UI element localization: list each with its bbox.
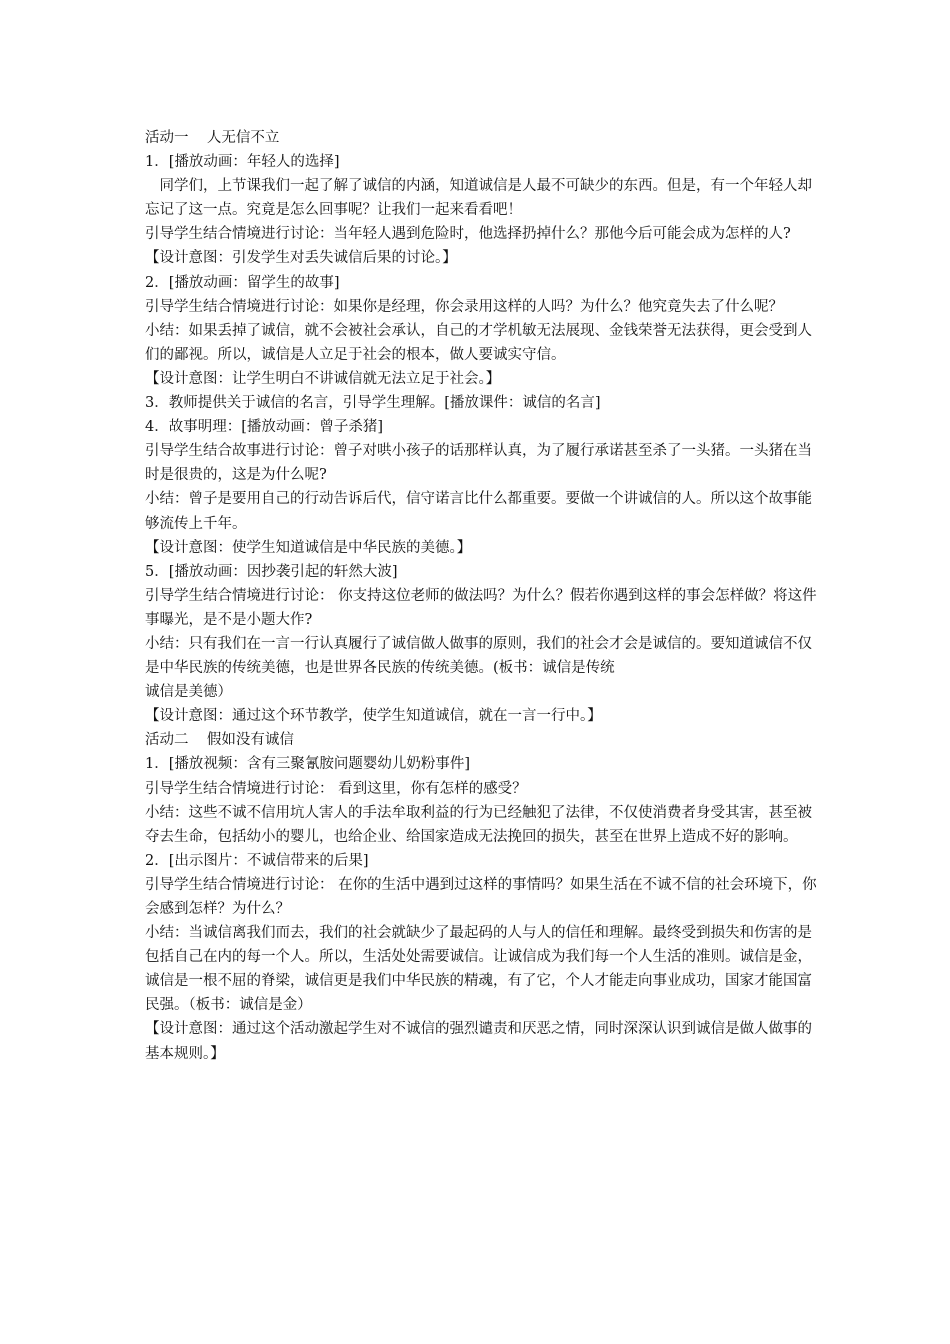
text-paragraph: 小结：只有我们在一言一行认真履行了诚信做人做事的原则，我们的社会才会是诚信的。要知道诚信不仅是中华民族的传统美德，也是世界各民族的传统美德。(板书：诚信是传统	[145, 635, 812, 677]
text-paragraph: 引导学生结合情境进行讨论： 看到这里，你有怎样的感受？	[145, 780, 527, 797]
text-paragraph: 1．[播放动画：年轻人的选择]	[145, 154, 340, 171]
text-paragraph: 5．[播放动画：因抄袭引起的轩然大波]	[145, 563, 398, 580]
text-paragraph: 小结：当诚信离我们而去，我们的社会就缺少了最起码的人与人的信任和理解。最终受到损失和伤害的是包括自己在内的每一个人。所以，生活处处需要诚信。让诚信成为我们每一个人生活的准则。诚信是金，诚信是一根不屈的脊梁，诚信更是我们中华民族的精魂，有了它，个人才能走向事业成功，国家才能国富民强。（板书：诚信是金）	[145, 925, 812, 1014]
text-paragraph: 引导学生结合情境进行讨论：当年轻人遇到危险时，他选择扔掉什么？那他今后可能会成为怎样的人?	[145, 226, 791, 243]
text-paragraph: 小结：曾子是要用自己的行动告诉后代，信守诺言比什么都重要。要做一个讲诚信的人。所以这个故事能够流传上千年。	[145, 491, 812, 532]
text-paragraph: 活动一 人无信不立	[145, 130, 280, 146]
text-paragraph: 引导学生结合情境进行讨论： 你支持这位老师的做法吗？为什么？假若你遇到这样的事会怎样做？将这件事曝光，是不是小题大作?	[145, 587, 817, 628]
text-paragraph: 同学们，上节课我们一起了解了诚信的内涵，知道诚信是人最不可缺少的东西。但是，有一个年轻人却忘记了这一点。究竟是怎么回事呢？让我们一起来看看吧！	[145, 178, 812, 219]
text-paragraph: 引导学生结合情境进行讨论：如果你是经理，你会录用这样的人吗？为什么？他究竟失去了什么呢？	[145, 298, 783, 315]
text-paragraph: 2．[出示图片：不诚信带来的后果]	[145, 852, 369, 869]
text-paragraph: 引导学生结合故事进行讨论：曾子对哄小孩子的话那样认真，为了履行承诺甚至杀了一头猪。一头猪在当时是很贵的，这是为什么呢?	[145, 443, 812, 484]
document-body	[145, 126, 817, 1066]
text-paragraph: 1．[播放视频：含有三聚氰胺问题婴幼儿奶粉事件]	[145, 756, 471, 773]
text-paragraph: 2．[播放动画：留学生的故事]	[145, 274, 340, 291]
text-paragraph: 【设计意图：引发学生对丢失诚信后果的讨论。】	[145, 250, 457, 267]
text-paragraph: 活动二 假如没有诚信	[145, 732, 294, 749]
text-paragraph: 引导学生结合情境进行讨论： 在你的生活中遇到过这样的事情吗？如果生活在不诚不信的社会环境下，你会感到怎样？为什么？	[145, 876, 817, 917]
text-paragraph: 小结：这些不诚不信用坑人害人的手法牟取利益的行为已经触犯了法律，不仅使消费者身受其害，甚至被夺去生命，包括幼小的婴儿，也给企业、给国家造成无法挽回的损失，甚至在世界上造成不好的影响。	[145, 804, 812, 845]
text-paragraph: 3．教师提供关于诚信的名言，引导学生理解。[播放课件：诚信的名言]	[145, 395, 601, 412]
text-paragraph: 诚信是美德）	[145, 684, 232, 701]
text-paragraph: 4．故事明理：[播放动画：曾子杀猪]	[145, 419, 384, 436]
text-paragraph: 小结：如果丢掉了诚信，就不会被社会承认，自己的才学机敏无法展现、金钱荣誉无法获得，更会受到人们的鄙视。所以，诚信是人立足于社会的根本，做人要诚实守信。	[145, 322, 812, 363]
text-paragraph: 【设计意图：通过这个环节教学，使学生知道诚信，就在一言一行中。】	[145, 708, 602, 725]
text-paragraph: 【设计意图：使学生知道诚信是中华民族的美德。】	[145, 539, 472, 556]
text-paragraph: 【设计意图：让学生明白不讲诚信就无法立足于社会。】	[145, 370, 501, 387]
text-paragraph: 【设计意图：通过这个活动激起学生对不诚信的强烈谴责和厌恶之情，同时深深认识到诚信是做人做事的基本规则。】	[145, 1021, 812, 1062]
